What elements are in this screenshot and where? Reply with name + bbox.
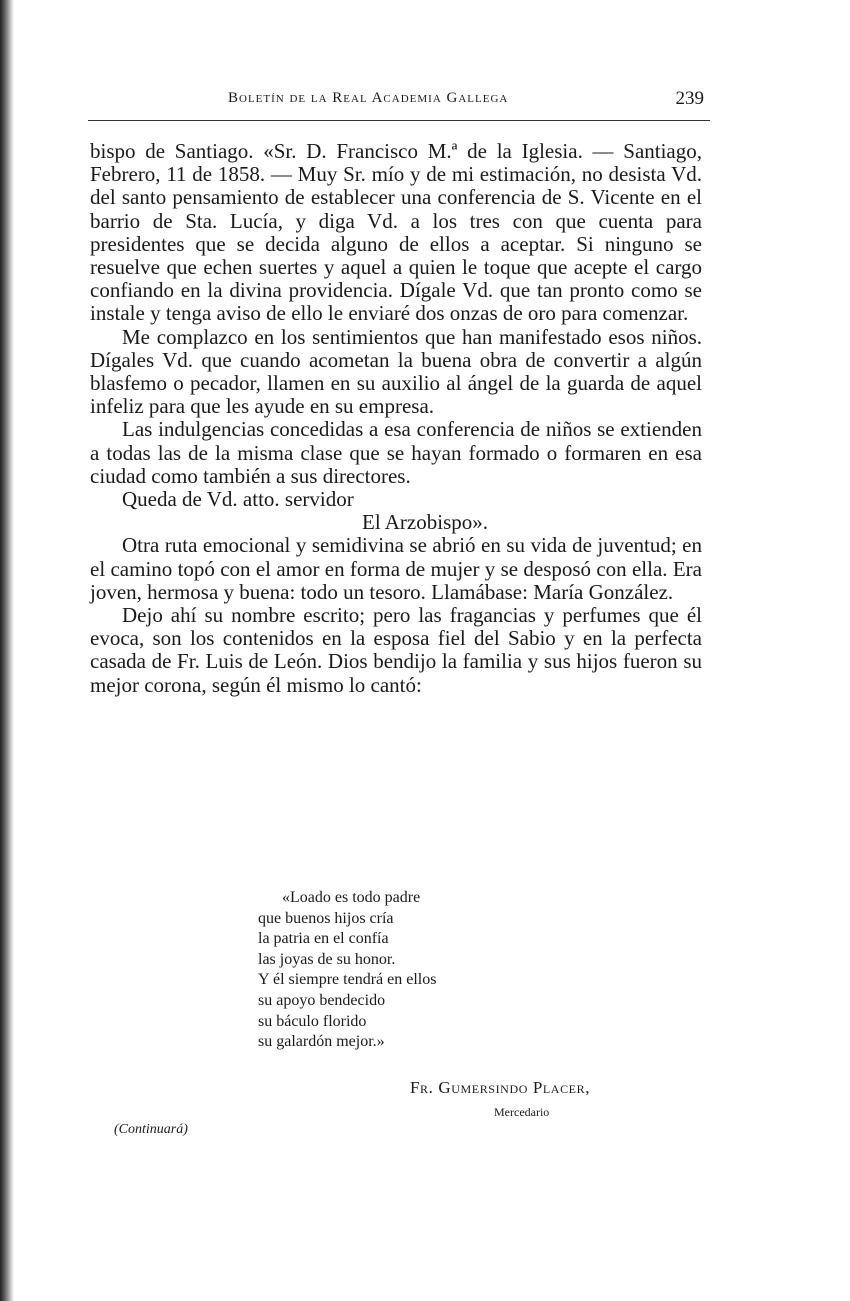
poem-line: la patria en el confía xyxy=(258,930,389,948)
paragraph-children: Me complazco en los sentimientos que han manifestado esos niños. Dígales Vd. que cuando acometan la buena obra de convertir a algún blasfemo o pecador, llamen en su auxilio al ángel de la guarda de aquel infeliz para que les ayude en su empresa. xyxy=(90,324,702,419)
letter-closing: Queda de Vd. atto. servidor xyxy=(122,487,354,512)
author-role: Mercedario xyxy=(494,1105,550,1119)
poem-line: Y él siempre tendrá en ellos xyxy=(258,971,437,989)
running-title: Boletín de la Real Academia Gallega xyxy=(228,90,509,106)
poem-line: que buenos hijos cría xyxy=(258,909,394,927)
letter-signature: El Arzobispo». xyxy=(362,510,488,535)
book-spine-edge xyxy=(0,0,14,1301)
paragraph-letter: bispo de Santiago. «Sr. D. Francisco M.ª de la Iglesia. — Santiago, Febrero, 11 de 1858. — Muy Sr. mío y de mi estimación, no desista Vd. del santo pensamiento de establecer una conferencia de S. Vicente en el barrio de Sta. Lucía, y diga Vd. a los tres con que cuenta para presidentes que se decida alguno de ellos a aceptar. Si ninguno se resuelve que echen suertes y aquel a quien le toque que acepte el cargo confiando en la divina providencia. Dígale Vd. que tan pronto como se instale y tenga aviso de ello le enviaré dos onzas de oro para comenzar. xyxy=(90,139,702,326)
poem-line: su apoyo bendecido xyxy=(258,991,386,1009)
poem-line: las joyas de su honor. xyxy=(258,950,396,968)
poem-block xyxy=(258,888,436,1053)
paragraph-indulgences: Las indulgencias concedidas a esa conferencia de niños se extienden a todas las de la misma clase que se hayan formado o formaren en esa ciudad como también a sus directores. xyxy=(90,417,702,488)
poem-line: «Loado es todo padre xyxy=(282,889,421,906)
continuation-note: (Continuará) xyxy=(114,1122,188,1137)
poem-line: su galardón mejor.» xyxy=(258,1033,385,1051)
author-name: Fr. Gumersindo Placer, xyxy=(410,1078,591,1097)
paragraph-family: Dejo ahí su nombre escrito; pero las fragancias y perfumes que él evoca, son los contenidos en la esposa fiel del Sabio y en la perfecta casada de Fr. Luis de León. Dios bendijo la familia y sus hijos fueron su mejor corona, según él mismo lo cantó: xyxy=(90,603,702,697)
body-text xyxy=(90,140,702,697)
page-header xyxy=(88,90,710,121)
paragraph-marriage: Otra ruta emocional y semidivina se abrió en su vida de juventud; en el camino topó con el amor en forma de mujer y se desposó con ella. Era joven, hermosa y buena: todo un tesoro. Llamábase: María González. xyxy=(90,533,702,604)
page-number: 239 xyxy=(675,88,704,109)
poem-line: su báculo florido xyxy=(258,1012,367,1030)
